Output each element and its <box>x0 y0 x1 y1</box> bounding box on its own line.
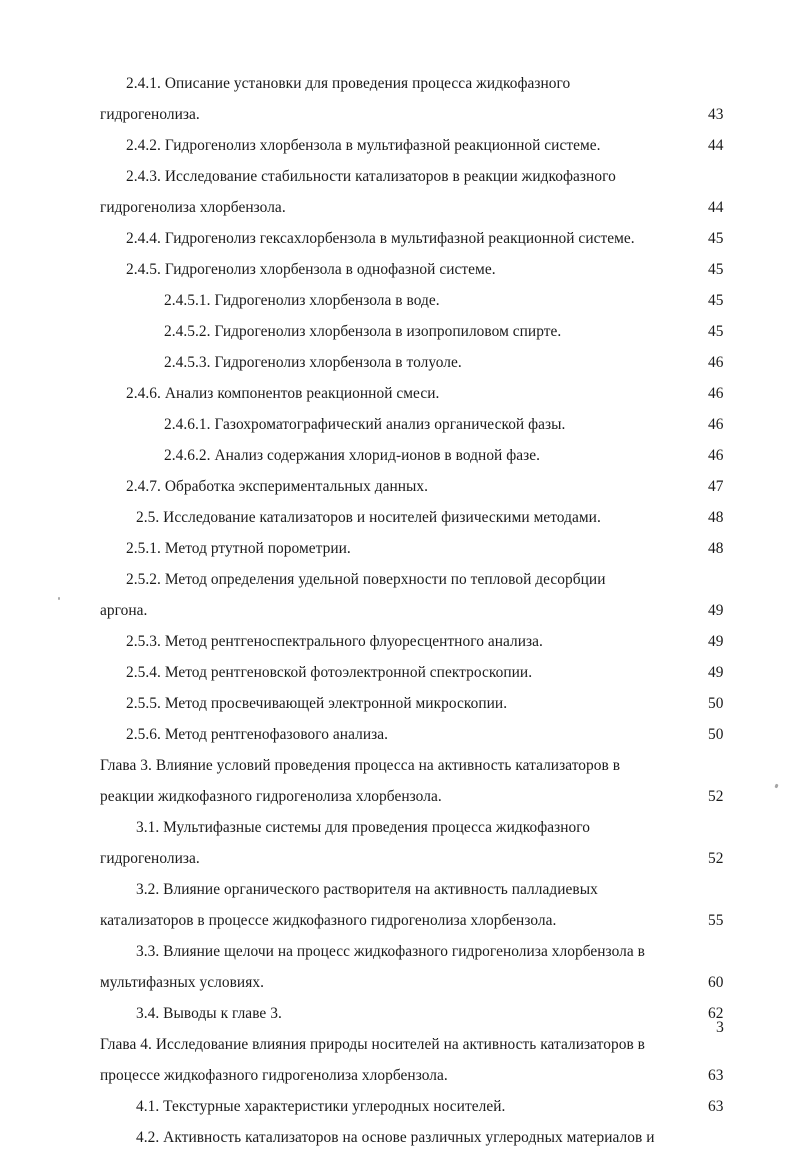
toc-entry-page-number: 48 <box>708 540 724 557</box>
toc-entry-text: 2.5.6. Метод рентгенофазового анализа. <box>126 726 389 743</box>
toc-entry-text: 2.5.4. Метод рентгеновской фотоэлектронной спектроскопии. <box>126 664 533 681</box>
toc-entry-line <box>100 812 725 843</box>
toc-entry-text: 2.4.6.2. Анализ содержания хлорид-ионов в водной фазе. <box>164 447 541 464</box>
toc-entry-line <box>100 781 725 812</box>
toc-entry-page-number: 62 <box>708 1005 724 1022</box>
toc-entry-line <box>100 285 725 316</box>
toc-entry-text: гидрогенолиза. <box>100 106 200 123</box>
toc-entry-page-number: 63 <box>708 1098 724 1115</box>
toc-entry-line <box>100 1091 725 1122</box>
toc-entry[interactable] <box>100 378 725 409</box>
scan-artifact-right <box>774 784 778 789</box>
toc-entry-line <box>100 192 725 223</box>
toc-entry[interactable] <box>100 1091 725 1122</box>
toc-entry-page-number: 45 <box>708 292 724 309</box>
toc-entry[interactable] <box>100 750 725 812</box>
toc-entry[interactable] <box>100 440 725 471</box>
toc-entry-page-number: 47 <box>708 478 724 495</box>
toc-entry-text: 2.4.5.2. Гидрогенолиз хлорбензола в изопропиловом спирте. <box>164 323 562 340</box>
toc-entry-text: 4.2. Активность катализаторов на основе различных углеродных материалов и <box>136 1129 655 1146</box>
toc-entry-text: 3.3. Влияние щелочи на процесс жидкофазного гидрогенолиза хлорбензола в <box>136 943 645 960</box>
toc-entry[interactable] <box>100 409 725 440</box>
toc-entry-text: процессе жидкофазного гидрогенолиза хлорбензола. <box>100 1067 448 1084</box>
toc-entry-line <box>100 223 725 254</box>
toc-entry-page-number: 63 <box>708 1067 724 1084</box>
toc-entry-line <box>100 99 725 130</box>
toc-entry-text: 3.1. Мультифазные системы для проведения процесса жидкофазного <box>136 819 591 836</box>
toc-entry-text: 2.5.5. Метод просвечивающей электронной микроскопии. <box>126 695 508 712</box>
toc-entry-text: Глава 3. Влияние условий проведения процесса на активность катализаторов в <box>100 757 621 774</box>
toc-entry-text: 2.4.2. Гидрогенолиз хлорбензола в мультифазной реакционной системе. <box>126 137 601 154</box>
toc-entry-line <box>100 905 725 936</box>
toc-entry[interactable] <box>100 657 725 688</box>
toc-entry-text: 2.4.6. Анализ компонентов реакционной смеси. <box>126 385 440 402</box>
toc-entry-page-number: 52 <box>708 850 724 867</box>
toc-entry-text: гидрогенолиза. <box>100 850 200 867</box>
toc-entry-page-number: 48 <box>708 509 724 526</box>
toc-entry[interactable] <box>100 936 725 998</box>
toc-entry-text: 2.4.4. Гидрогенолиз гексахлорбензола в мультифазной реакционной системе. <box>126 230 635 247</box>
toc-entry-text: 2.4.5. Гидрогенолиз хлорбензола в однофазной системе. <box>126 261 496 278</box>
toc-entry-page-number: 52 <box>708 788 724 805</box>
toc-entry[interactable] <box>100 688 725 719</box>
toc-entry-page-number: 46 <box>708 385 724 402</box>
toc-entry-line <box>100 378 725 409</box>
toc-entry-line <box>100 688 725 719</box>
toc-entry-line <box>100 409 725 440</box>
scan-artifact-left <box>58 597 60 600</box>
toc-entry-line <box>100 502 725 533</box>
toc-entry-line <box>100 843 725 874</box>
toc-entry-text: 2.4.6.1. Газохроматографический анализ органической фазы. <box>164 416 566 433</box>
toc-entry-line <box>100 68 725 99</box>
toc-entry-text: мультифазных условиях. <box>100 974 264 991</box>
toc-entry-page-number: 45 <box>708 230 724 247</box>
toc-entry[interactable] <box>100 223 725 254</box>
toc-entry-text: гидрогенолиза хлорбензола. <box>100 199 286 216</box>
toc-entry[interactable] <box>100 254 725 285</box>
toc-entry-line <box>100 936 725 967</box>
toc-entry-text: катализаторов в процессе жидкофазного гидрогенолиза хлорбензола. <box>100 912 557 929</box>
toc-entry[interactable] <box>100 719 725 750</box>
toc-entry-line <box>100 1060 725 1091</box>
toc-entry[interactable] <box>100 998 725 1029</box>
toc-entry-line <box>100 533 725 564</box>
toc-entry-page-number: 45 <box>708 323 724 340</box>
toc-entry-line <box>100 316 725 347</box>
toc-entry-text: аргона. <box>100 602 148 619</box>
toc-entry-page-number: 50 <box>708 695 724 712</box>
toc-entry[interactable] <box>100 1122 725 1153</box>
toc-entry-text: 2.5.2. Метод определения удельной поверхности по тепловой десорбции <box>126 571 606 588</box>
toc-entry-line <box>100 347 725 378</box>
toc-entry[interactable] <box>100 316 725 347</box>
toc-entry-page-number: 44 <box>708 199 724 216</box>
toc-entry-page-number: 46 <box>708 354 724 371</box>
page-number-footer: 3 <box>716 1019 724 1036</box>
toc-entry-text: 4.1. Текстурные характеристики углеродных носителей. <box>136 1098 506 1115</box>
toc-entry-text: 2.5.1. Метод ртутной порометрии. <box>126 540 351 557</box>
toc-entry-line <box>100 161 725 192</box>
toc-entry-page-number: 49 <box>708 633 724 650</box>
toc-entry[interactable] <box>100 533 725 564</box>
toc-entry-page-number: 43 <box>708 106 724 123</box>
toc-entry-line <box>100 1122 725 1153</box>
toc-entry-page-number: 60 <box>708 974 724 991</box>
toc-entry-text: 2.4.1. Описание установки для проведения процесса жидкофазного <box>126 75 571 92</box>
toc-entry-line <box>100 998 725 1029</box>
toc-entry-page-number: 55 <box>708 912 724 929</box>
toc-entry-line <box>100 719 725 750</box>
toc-entry-page-number: 44 <box>708 137 724 154</box>
toc-entry[interactable] <box>100 874 725 936</box>
toc-entry-text: 2.4.7. Обработка экспериментальных данных. <box>126 478 429 495</box>
toc-entry-page-number: 49 <box>708 602 724 619</box>
toc-entry-text: 2.4.5.1. Гидрогенолиз хлорбензола в воде. <box>164 292 440 309</box>
toc-entry-page-number: 46 <box>708 447 724 464</box>
toc-entry-page-number: 45 <box>708 261 724 278</box>
toc-entry-page-number: 46 <box>708 416 724 433</box>
toc-entry-text: 2.4.3. Исследование стабильности катализаторов в реакции жидкофазного <box>126 168 616 185</box>
toc-entry-text: реакции жидкофазного гидрогенолиза хлорбензола. <box>100 788 442 805</box>
toc-entry-text: 2.5.3. Метод рентгеноспектрального флуоресцентного анализа. <box>126 633 543 650</box>
toc-entry[interactable] <box>100 502 725 533</box>
toc-entry[interactable] <box>100 68 725 130</box>
toc-entry-page-number: 49 <box>708 664 724 681</box>
toc-entry-text: 2.5. Исследование катализаторов и носителей физическими методами. <box>136 509 601 526</box>
table-of-contents <box>100 68 725 1153</box>
toc-entry-text: 2.4.5.3. Гидрогенолиз хлорбензола в толуоле. <box>164 354 462 371</box>
toc-entry-line <box>100 967 725 998</box>
toc-entry-text: 3.4. Выводы к главе 3. <box>136 1005 282 1022</box>
toc-entry-line <box>100 440 725 471</box>
toc-entry[interactable] <box>100 285 725 316</box>
toc-entry-line <box>100 130 725 161</box>
toc-entry-line <box>100 595 725 626</box>
toc-entry-text: Глава 4. Исследование влияния природы носителей на активность катализаторов в <box>100 1036 645 1053</box>
toc-entry-text: 3.2. Влияние органического растворителя на активность палладиевых <box>136 881 598 898</box>
toc-entry-line <box>100 750 725 781</box>
toc-entry-line <box>100 626 725 657</box>
toc-entry[interactable] <box>100 130 725 161</box>
toc-entry-line <box>100 254 725 285</box>
toc-entry[interactable] <box>100 626 725 657</box>
toc-entry[interactable] <box>100 347 725 378</box>
toc-entry[interactable] <box>100 161 725 223</box>
toc-entry-line <box>100 564 725 595</box>
toc-entry-line <box>100 471 725 502</box>
toc-entry-line <box>100 1029 725 1060</box>
toc-entry[interactable] <box>100 812 725 874</box>
toc-entry-page-number: 50 <box>708 726 724 743</box>
toc-entry-line <box>100 657 725 688</box>
toc-entry[interactable] <box>100 1029 725 1091</box>
toc-entry[interactable] <box>100 564 725 626</box>
toc-entry-line <box>100 874 725 905</box>
toc-entry[interactable] <box>100 471 725 502</box>
